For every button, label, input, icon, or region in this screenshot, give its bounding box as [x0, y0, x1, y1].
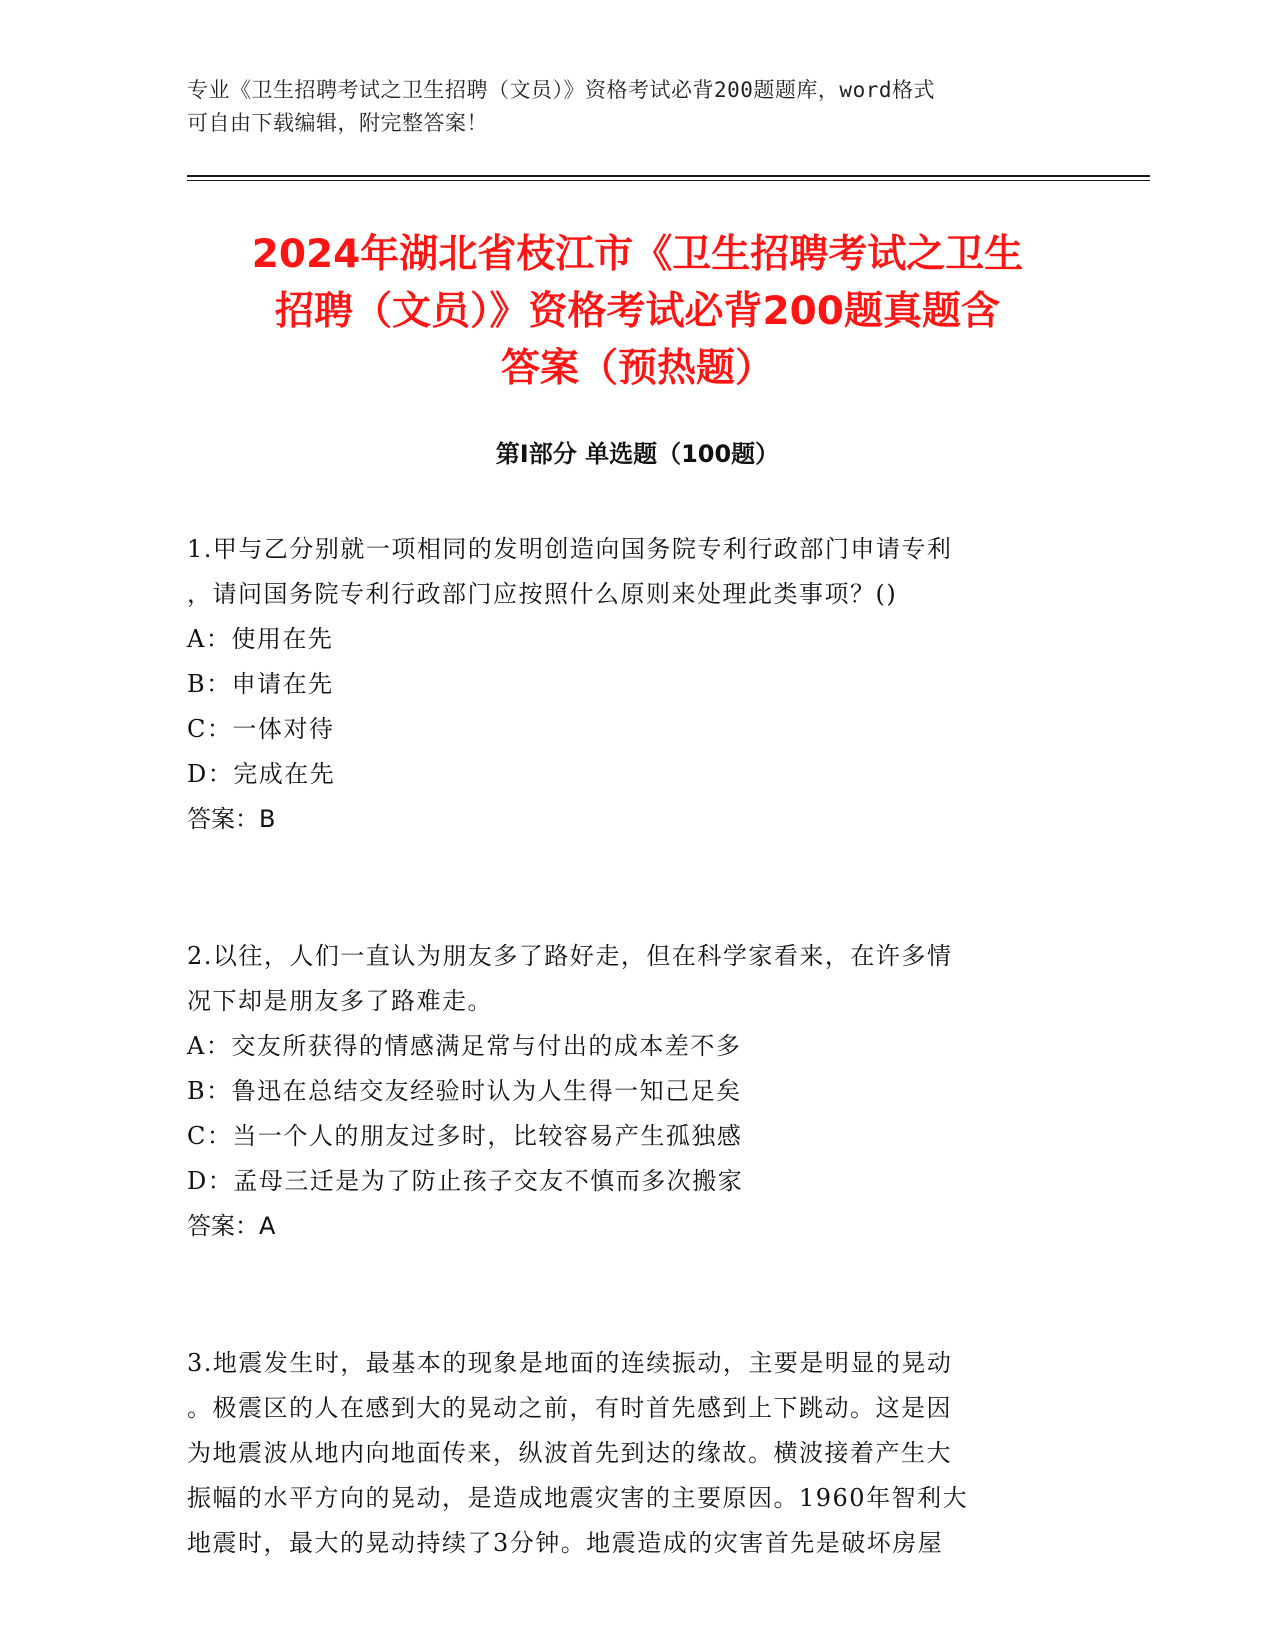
header-divider	[187, 175, 1150, 177]
header-line: 专业《卫生招聘考试之卫生招聘（文员）》资格考试必背200题题库，word格式	[187, 78, 935, 102]
option-d: D：孟母三迁是为了防止孩子交友不慎而多次搬家	[187, 1167, 744, 1195]
question-item	[187, 1341, 1067, 1566]
question-spacer	[187, 1249, 1067, 1341]
answer-label: 答案：	[187, 805, 259, 833]
answer-line	[187, 797, 1067, 842]
question-stem: 。极震区的人在感到大的晃动之前，有时首先感到上下跳动。这是因	[187, 1394, 952, 1422]
option-a: A：交友所获得的情感满足常与付出的成本差不多	[187, 1032, 742, 1060]
option-c: C：一体对待	[187, 715, 335, 743]
option-d: D：完成在先	[187, 760, 336, 788]
question-stem: 1.甲与乙分别就一项相同的发明创造向国务院专利行政部门申请专利	[187, 535, 953, 563]
header-line: 可自由下载编辑，附完整答案！	[187, 111, 488, 135]
answer-line	[187, 1204, 1067, 1249]
question-stem: 3.地震发生时，最基本的现象是地面的连续振动，主要是明显的晃动	[187, 1349, 953, 1377]
question-item	[187, 934, 1067, 1249]
title-line: 招聘（文员）》资格考试必背200题真题含	[275, 289, 1000, 334]
answer-label: 答案：	[187, 1212, 259, 1240]
header-note	[187, 74, 1067, 140]
question-stem: ，请问国务院专利行政部门应按照什么原则来处理此类事项？()	[187, 580, 898, 608]
question-stem: 况下却是朋友多了路难走。	[187, 987, 493, 1015]
option-b: B：申请在先	[187, 670, 334, 698]
question-stem: 为地震波从地内向地面传来，纵波首先到达的缘故。横波接着产生大	[187, 1439, 952, 1467]
option-c: C：当一个人的朋友过多时，比较容易产生孤独感	[187, 1122, 743, 1150]
document-title	[160, 226, 1115, 397]
question-stem: 振幅的水平方向的晃动，是造成地震灾害的主要原因。1960年智利大	[187, 1484, 969, 1512]
question-stem: 地震时，最大的晃动持续了3分钟。地震造成的灾害首先是破坏房屋	[187, 1529, 944, 1557]
question-item	[187, 527, 1067, 842]
answer-value: A	[259, 1212, 276, 1240]
option-b: B：鲁迅在总结交友经验时认为人生得一知己足矣	[187, 1077, 742, 1105]
question-stem: 2.以往，人们一直认为朋友多了路好走，但在科学家看来，在许多情	[187, 942, 953, 970]
question-list	[187, 527, 1067, 1566]
section-heading: 第Ⅰ部分 单选题（100题）	[495, 440, 780, 468]
title-line: 2024年湖北省枝江市《卫生招聘考试之卫生	[251, 232, 1024, 277]
header-divider-thin	[187, 180, 1150, 181]
title-line: 答案（预热题）	[500, 346, 774, 391]
option-a: A：使用在先	[187, 625, 334, 653]
answer-value: B	[259, 805, 276, 833]
question-spacer	[187, 842, 1067, 934]
